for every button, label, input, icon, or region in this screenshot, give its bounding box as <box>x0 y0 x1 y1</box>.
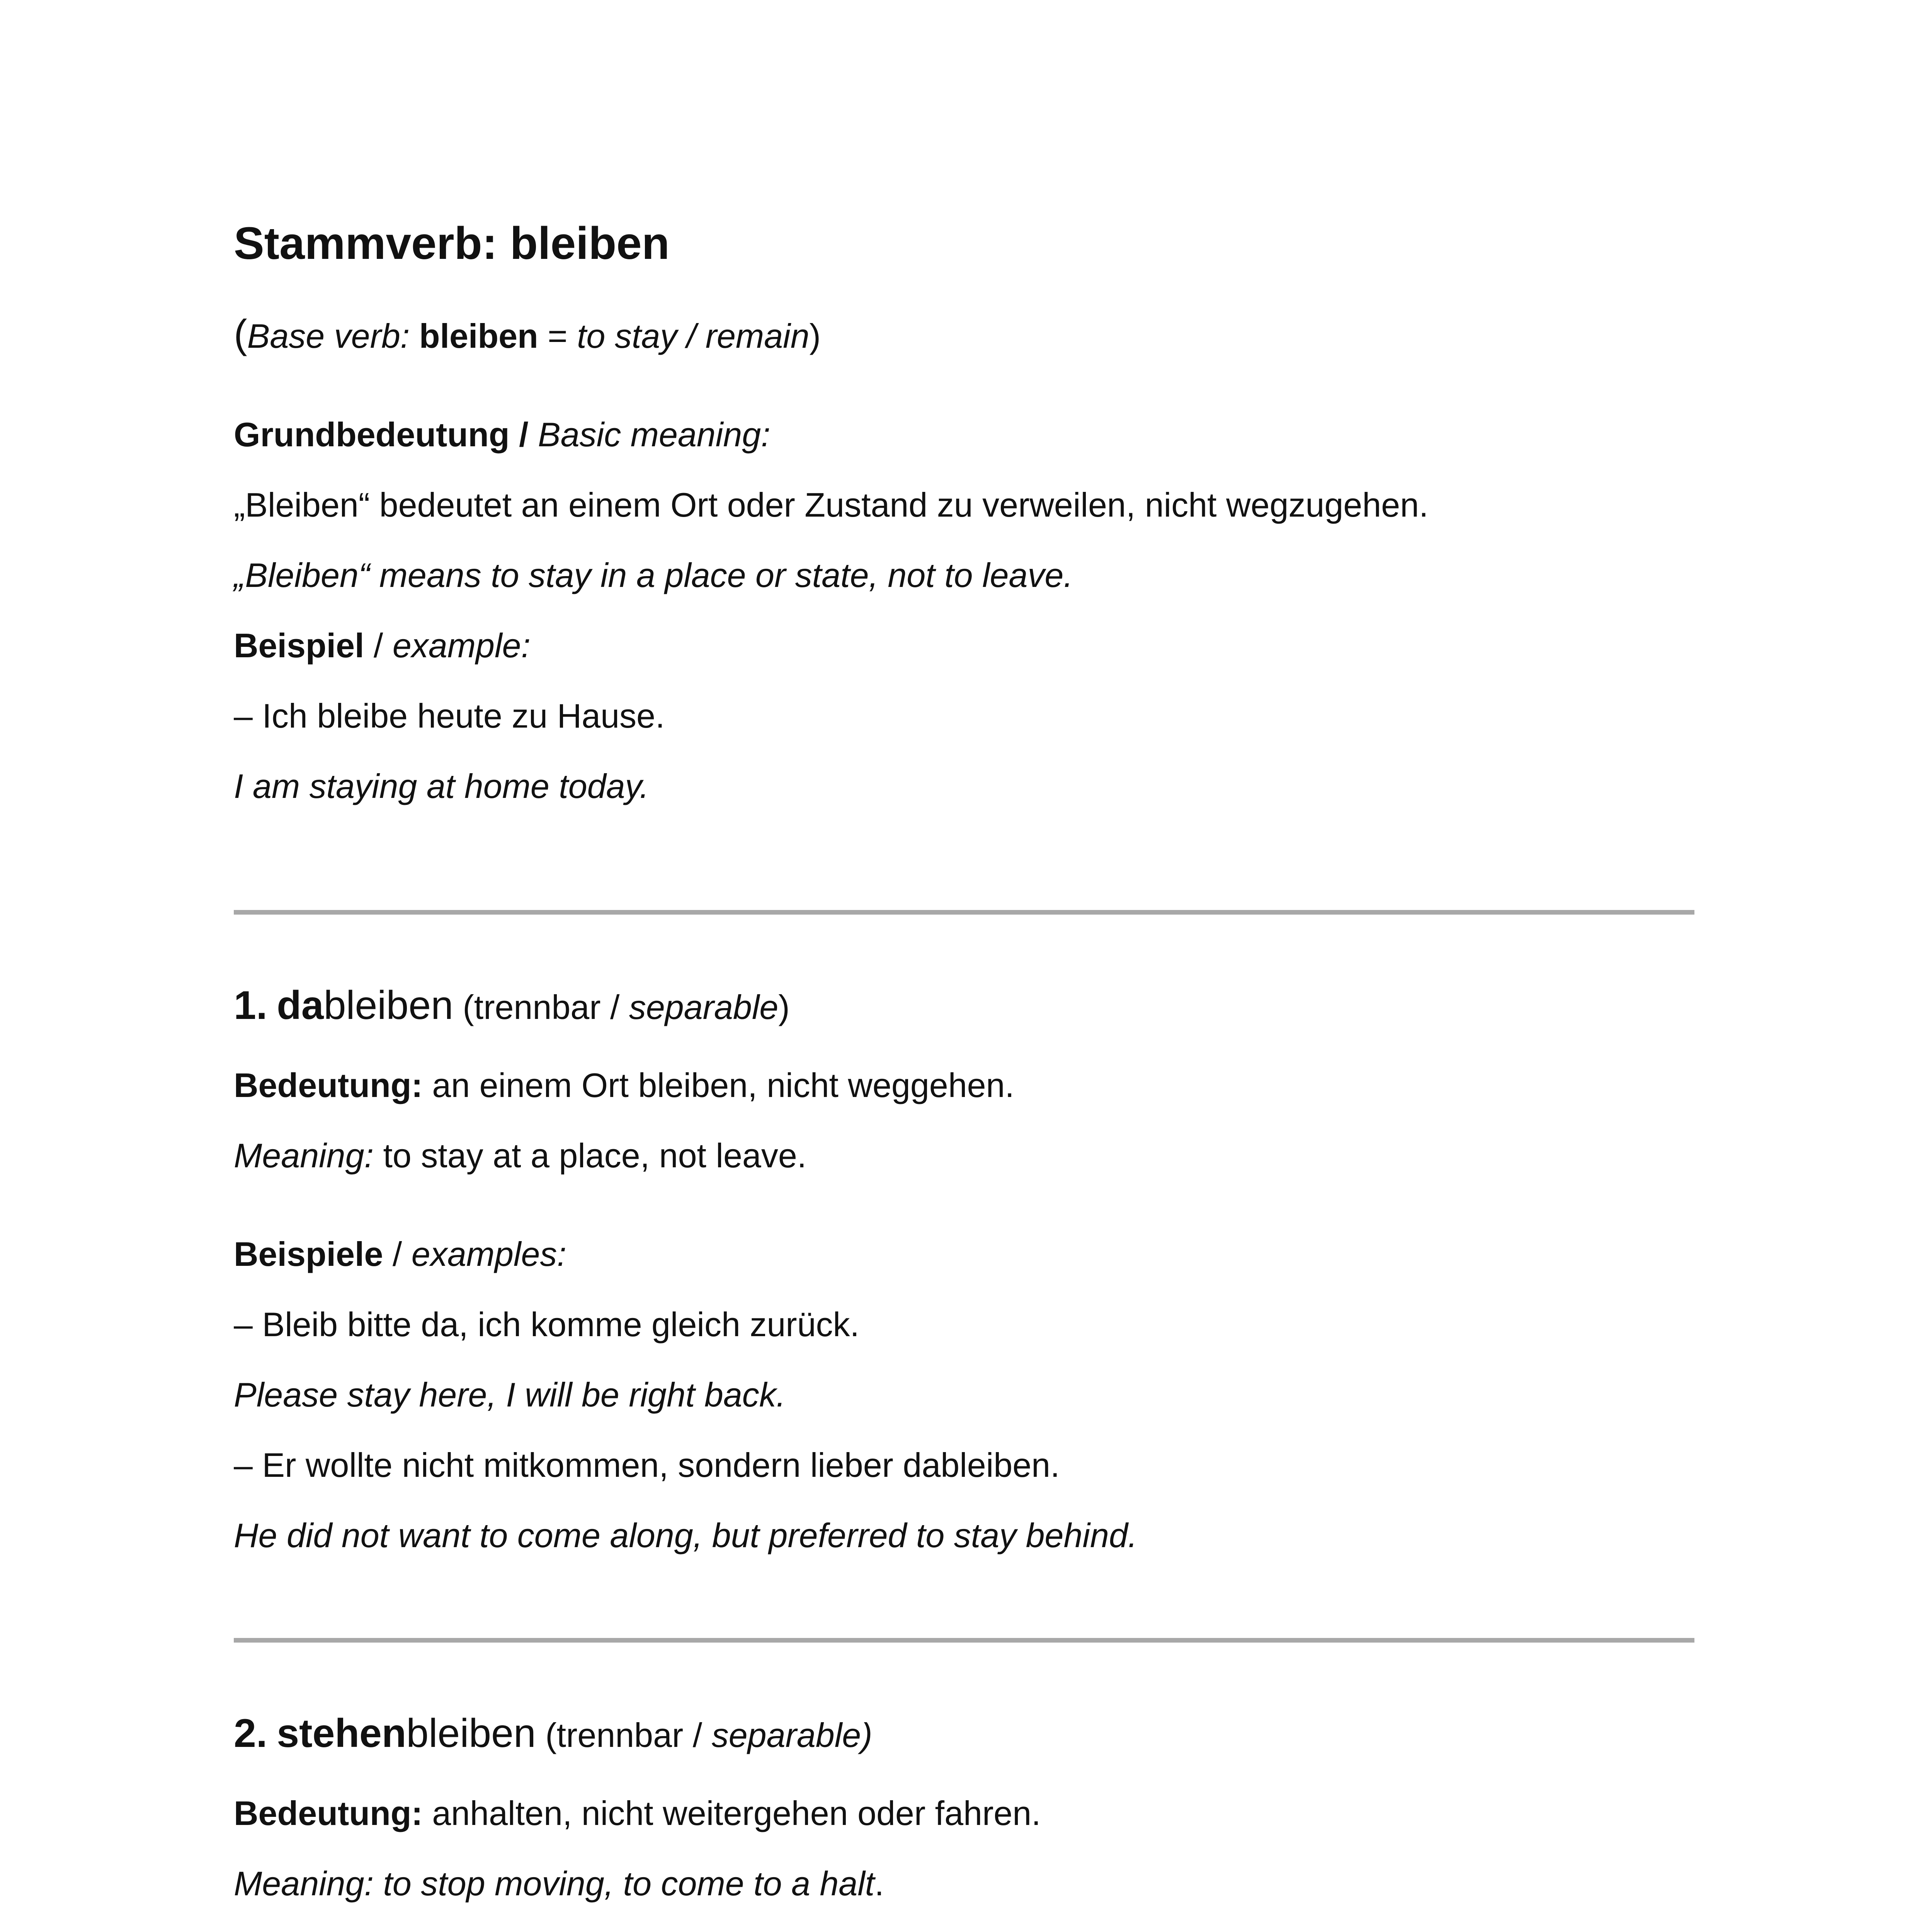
basic-meaning-de: „Bleiben“ bedeutet an einem Ort oder Zustand zu verweilen, nicht wegzugehen. <box>234 486 1429 524</box>
examples-label: Beispiele / examples: <box>234 1235 566 1273</box>
base-verb-label: Base verb: <box>247 317 410 355</box>
basic-meaning-heading: Grundbedeutung / Basic meaning: <box>234 415 771 454</box>
page-content <box>234 216 1694 1932</box>
base-verb-meaning: to stay / remain <box>577 317 810 355</box>
section-divider <box>234 1638 1694 1643</box>
section-divider <box>234 910 1694 915</box>
example-en: I am staying at home today. <box>234 767 649 805</box>
example-en: He did not want to come along, but preferred to stay behind. <box>234 1516 1138 1554</box>
basic-meaning-en: „Bleiben“ means to stay in a place or state, not to leave. <box>234 556 1073 594</box>
section-meaning-en: Meaning: to stop moving, to come to a halt. <box>234 1864 884 1903</box>
example-de: – Er wollte nicht mitkommen, sondern lieber dableiben. <box>234 1446 1060 1484</box>
example-en: Please stay here, I will be right back. <box>234 1376 786 1414</box>
section-title-dableiben: 1. dableiben (trennbar / separable) <box>234 983 790 1028</box>
base-verb-line: (Base verb: bleiben = to stay / remain) <box>234 312 821 357</box>
base-verb: bleiben <box>419 317 538 355</box>
section-title-stehenbleiben: 2. stehenbleiben (trennbar / separable) <box>234 1711 873 1756</box>
section-meaning-en: Meaning: to stay at a place, not leave. <box>234 1136 807 1175</box>
page-title: Stammverb: bleiben <box>234 218 670 269</box>
section-meaning-de: Bedeutung: an einem Ort bleiben, nicht weggehen. <box>234 1066 1015 1104</box>
example-de: – Bleib bitte da, ich komme gleich zurück. <box>234 1305 859 1344</box>
section-meaning-de: Bedeutung: anhalten, nicht weitergehen oder fahren. <box>234 1794 1041 1832</box>
example-label: Beispiel / example: <box>234 626 531 665</box>
example-de: – Ich bleibe heute zu Hause. <box>234 697 665 735</box>
